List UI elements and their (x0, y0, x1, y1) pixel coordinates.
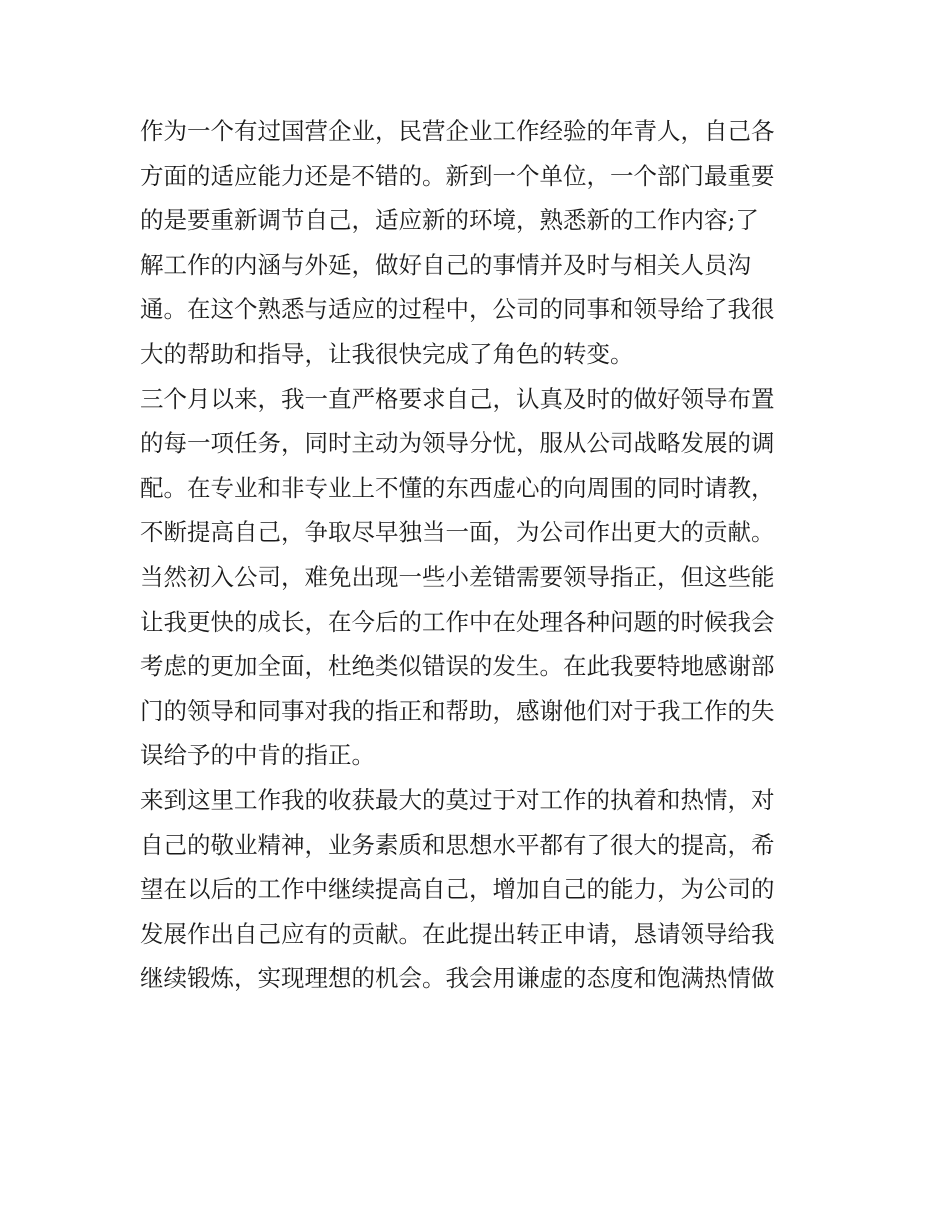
text-line-15: 误给予的中肯的指正。 (140, 741, 375, 770)
text-line-6: 大的帮助和指导，让我很快完成了角色的转变。 (140, 339, 634, 368)
text-line-10: 不断提高自己，争取尽早独当一面，为公司作出更大的贡献。 (140, 518, 775, 547)
text-line-20: 继续锻炼，实现理想的机会。我会用谦虚的态度和饱满热情做 (140, 964, 775, 993)
text-line-2: 方面的适应能力还是不错的。新到一个单位，一个部门最重要 (140, 161, 775, 190)
text-line-18: 望在以后的工作中继续提高自己，增加自己的能力，为公司的 (140, 875, 775, 904)
text-line-5: 通。在这个熟悉与适应的过程中，公司的同事和领导给了我很 (140, 295, 775, 324)
text-line-14: 门的领导和同事对我的指正和帮助，感谢他们对于我工作的失 (140, 696, 775, 725)
text-line-13: 考虑的更加全面，杜绝类似错误的发生。在此我要特地感谢部 (140, 652, 775, 681)
text-line-12: 让我更快的成长，在今后的工作中在处理各种问题的时候我会 (140, 607, 775, 636)
text-line-7: 三个月以来，我一直严格要求自己，认真及时的做好领导布置 (140, 384, 775, 413)
text-line-19: 发展作出自己应有的贡献。在此提出转正申请，恳请领导给我 (140, 919, 775, 948)
text-line-16: 来到这里工作我的收获最大的莫过于对工作的执着和热情，对 (140, 785, 775, 814)
text-line-1: 作为一个有过国营企业，民营企业工作经验的年青人，自己各 (140, 117, 775, 145)
text-line-4: 解工作的内涵与外延，做好自己的事情并及时与相关人员沟 (140, 250, 751, 279)
body-text (140, 109, 820, 1001)
text-line-8: 的每一项任务，同时主动为领导分忧，服从公司战略发展的调 (140, 429, 775, 458)
text-line-3: 的是要重新调节自己，适应新的环境，熟悉新的工作内容;了 (140, 206, 759, 235)
text-line-17: 自己的敬业精神，业务素质和思想水平都有了很大的提高，希 (140, 830, 775, 859)
text-line-9: 配。在专业和非专业上不懂的东西虚心的向周围的同时请教， (140, 473, 775, 502)
text-line-11: 当然初入公司，难免出现一些小差错需要领导指正，但这些能 (140, 562, 775, 591)
